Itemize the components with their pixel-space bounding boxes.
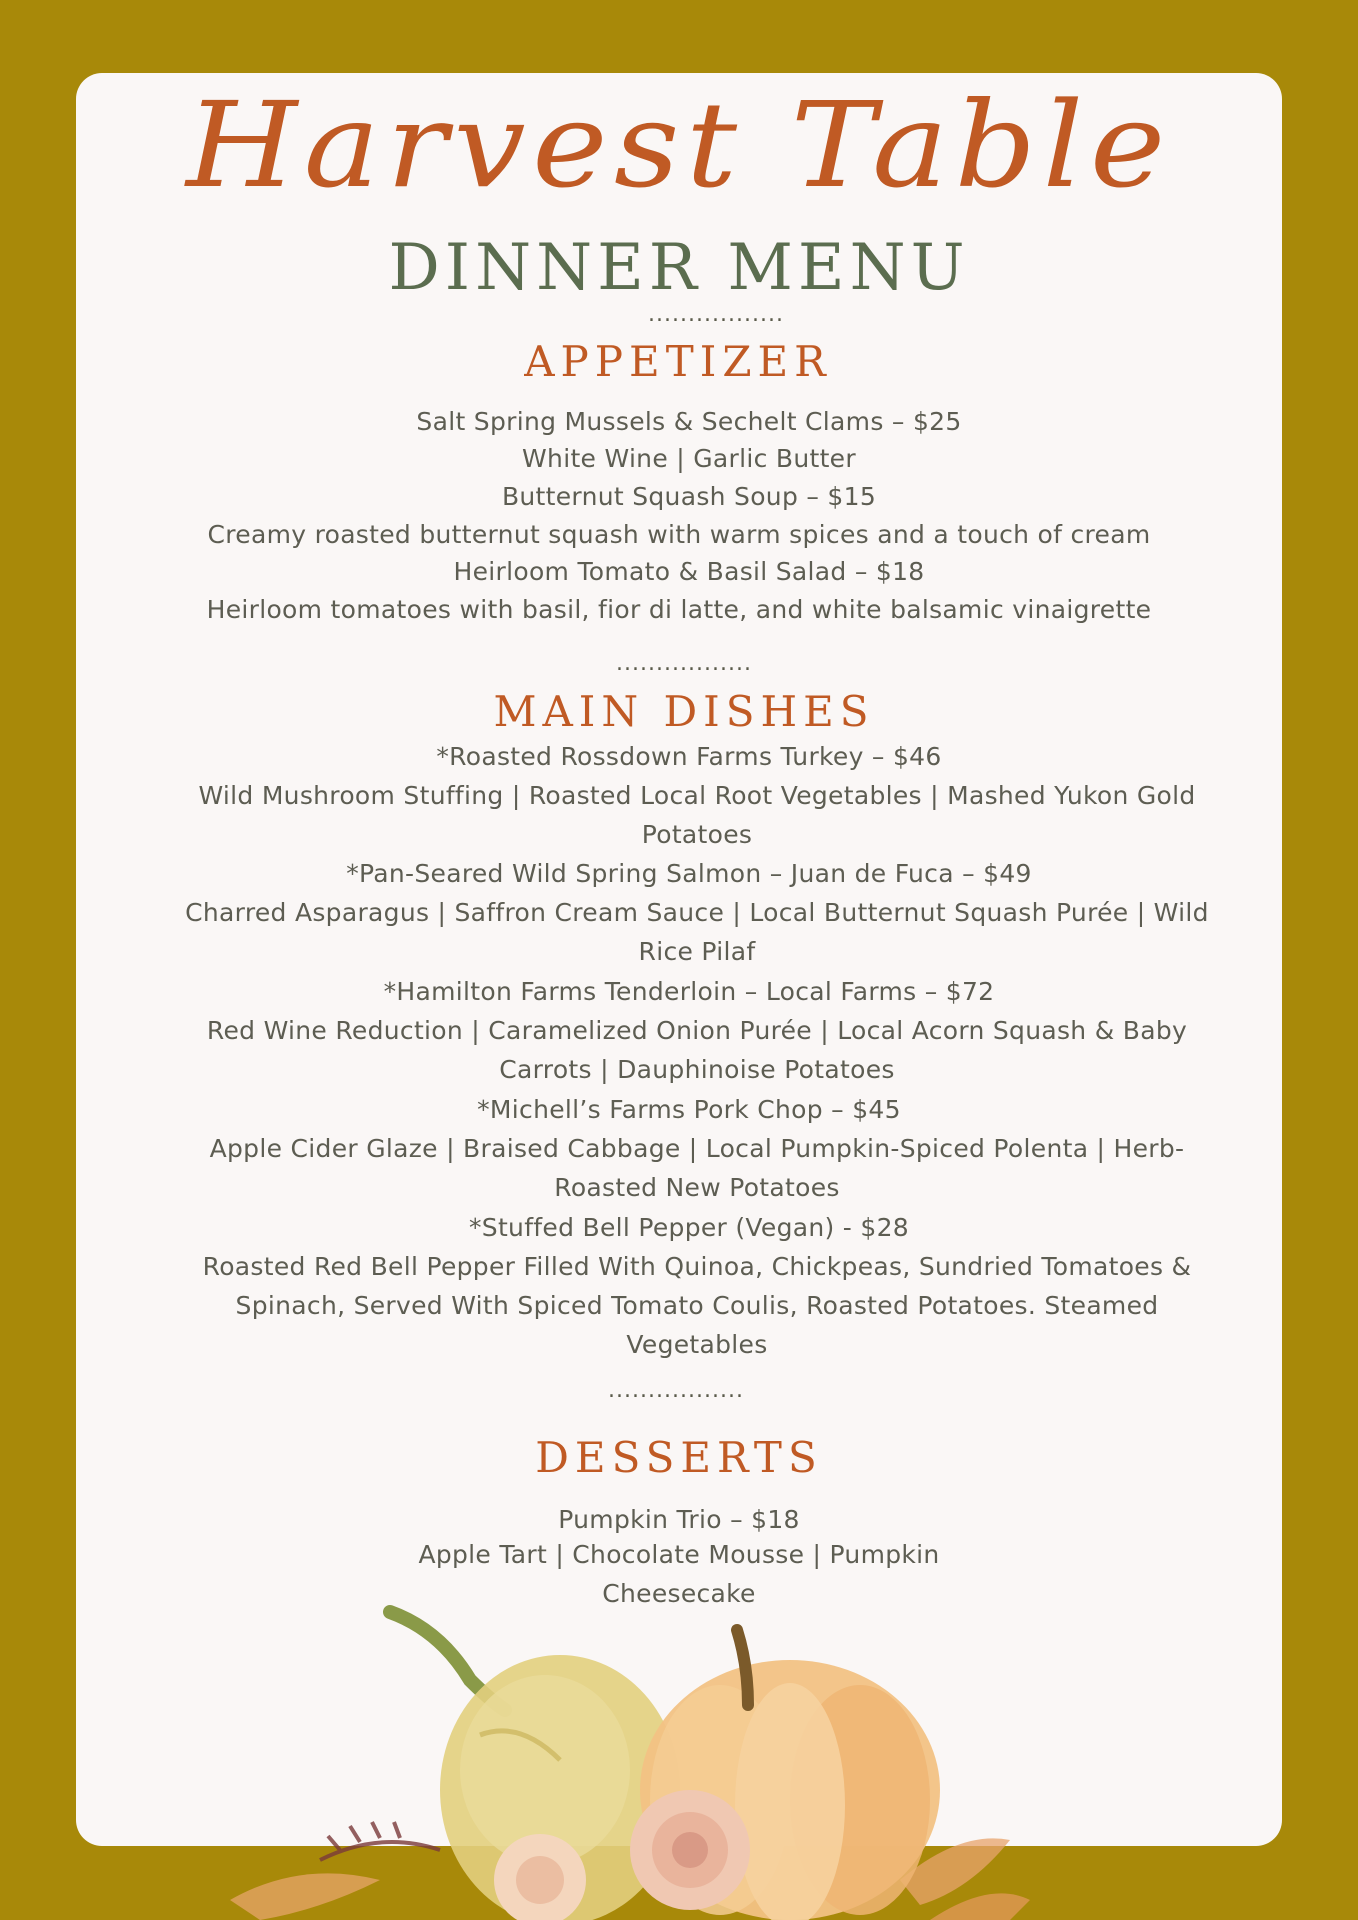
menu-item-description: Wild Mushroom Stuffing | Roasted Local Root Vegetables | Mashed Yukon Gold Potatoes <box>198 781 1196 849</box>
menu-item-title: *Michell’s Farms Pork Chop – $45 <box>477 1095 901 1124</box>
menu-item-description: Heirloom tomatoes with basil, fior di latte, and white balsamic vinaigrette <box>206 595 1152 624</box>
menu-item-description: Apple Cider Glaze | Braised Cabbage | Local Pumpkin-Spiced Polenta | Herb-Roasted New Potatoes <box>209 1134 1185 1202</box>
menu-item-title: *Roasted Rossdown Farms Turkey – $46 <box>436 742 942 771</box>
menu-item-description: Creamy roasted butternut squash with warm spices and a touch of cream <box>207 520 1151 549</box>
section-heading-appetizer: APPETIZER <box>524 337 832 386</box>
divider: ................. <box>608 1378 744 1403</box>
menu-item-description: Roasted Red Bell Pepper Filled With Quinoa, Chickpeas, Sundried Tomatoes & Spinach, Served With Spiced Tomato Coulis, Roasted Potatoes. Steamed Vegetables <box>202 1252 1192 1359</box>
menu-item-title: Pumpkin Trio – $18 <box>558 1505 800 1534</box>
menu-item-description: Charred Asparagus | Saffron Cream Sauce | Local Butternut Squash Purée | Wild Rice Pilaf <box>185 898 1209 966</box>
menu-item-title: Heirloom Tomato & Basil Salad – $18 <box>453 557 925 586</box>
menu-item-title: *Stuffed Bell Pepper (Vegan) - $28 <box>468 1213 909 1242</box>
menu-item-title: Salt Spring Mussels & Sechelt Clams – $25 <box>416 407 962 436</box>
menu-item-title: *Pan-Seared Wild Spring Salmon – Juan de Fuca – $49 <box>346 859 1032 888</box>
section-heading-main-dishes: MAIN DISHES <box>493 687 875 736</box>
menu-item-description: White Wine | Garlic Butter <box>522 444 856 473</box>
menu-item-description: Apple Tart | Chocolate Mousse | Pumpkin Cheesecake <box>418 1540 940 1608</box>
divider: ................. <box>616 651 752 676</box>
section-heading-desserts: DESSERTS <box>535 1433 823 1482</box>
menu-item-description: Red Wine Reduction | Caramelized Onion Purée | Local Acorn Squash & Baby Carrots | Dauphinoise Potatoes <box>206 1016 1188 1084</box>
divider: ................. <box>648 302 784 327</box>
menu-item-title: Butternut Squash Soup – $15 <box>501 482 877 511</box>
brand-title: Harvest Table <box>186 76 1172 214</box>
menu-subtitle: DINNER MENU <box>388 231 970 305</box>
menu-item-title: *Hamilton Farms Tenderloin – Local Farms – $72 <box>383 977 995 1006</box>
wheat-sprig-icon <box>320 1822 440 1860</box>
